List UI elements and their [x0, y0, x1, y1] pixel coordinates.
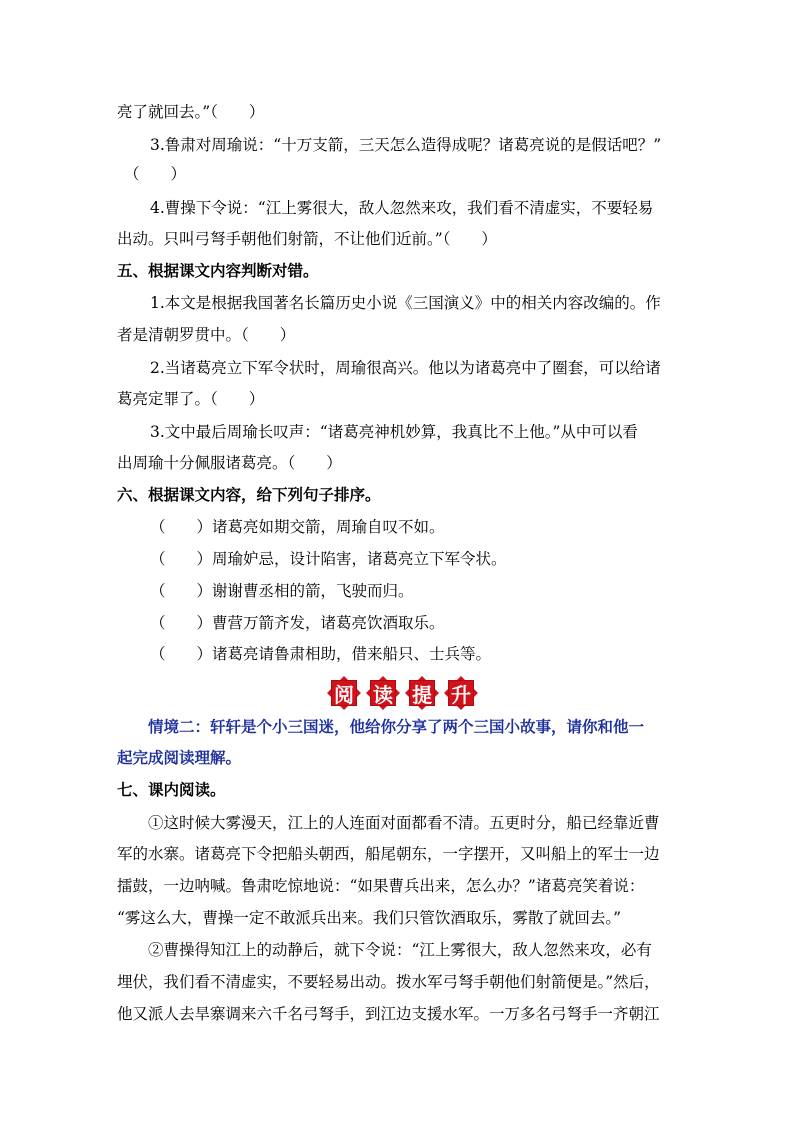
- passage-p1-line1: ①这时候大雾漫天，江上的人连面对面都看不清。五更时分，船已经靠近曹: [148, 814, 660, 832]
- q5-item-3-cont: 出周瑜十分佩服诸葛亮。（ ）: [117, 454, 342, 472]
- banner-char-4: 升: [444, 676, 478, 710]
- q5-item-2: 2.当诸葛亮立下军令状时，周瑜很高兴。他以为诸葛亮中了圈套，可以给诸: [150, 359, 661, 377]
- scenario-prompt: 情境二：轩轩是个小三国迷，他给你分享了两个三国小故事，请你和他一: [148, 717, 645, 736]
- banner-char-3: 提: [405, 676, 439, 710]
- passage-p2-line1: ②曹操得知江上的动静后，就下令说：“江上雾很大，敌人忽然来攻，必有: [148, 941, 652, 959]
- scenario-prompt-cont: 起完成阅读理解。: [117, 748, 242, 767]
- q4-item-3: 3.鲁肃对周瑜说：“十万支箭，三天怎么造得成呢？诸葛亮说的是假话吧？”: [150, 136, 662, 154]
- passage-p1-line4: “雾这么大，曹操一定不敢派兵出来。我们只管饮酒取乐，雾散了就回去。”: [117, 909, 622, 927]
- q4-3-tail: 亮了就回去。”（ ）: [117, 103, 265, 121]
- q4-item-4-cont: 出动。只叫弓弩手朝他们射箭，不让他们近前。”（ ）: [117, 230, 497, 248]
- passage-p2-line2: 埋伏，我们看不清虚实，不要轻易出动。拨水军弓弩手朝他们射箭便是。”然后，: [117, 973, 660, 991]
- passage-p1-line3: 擂鼓，一边呐喊。鲁肃吃惊地说：“如果曹兵出来，怎么办？”诸葛亮笑着说：: [117, 877, 645, 895]
- q4-item-3-blank: （ ）: [124, 165, 187, 183]
- q6-item-3: （ ）谢谢曹丞相的箭，飞驶而归。: [150, 582, 414, 600]
- section-7-heading: 七、课内阅读。: [117, 780, 226, 799]
- q5-item-1-cont: 者是清朝罗贯中。（ ）: [117, 326, 296, 344]
- q6-item-1: （ ）诸葛亮如期交箭，周瑜自叹不如。: [150, 518, 445, 536]
- passage-p2-line3: 他又派人去旱寨调来六千名弓弩手，到江边支援水军。一万多名弓弩手一齐朝江: [117, 1005, 660, 1023]
- q6-item-2: （ ）周瑜妒忌，设计陷害，诸葛亮立下军令状。: [150, 550, 507, 568]
- reading-banner: [327, 676, 478, 710]
- section-6-heading: 六、根据课文内容，给下列句子排序。: [117, 485, 381, 504]
- q5-item-3: 3.文中最后周瑜长叹声：“诸葛亮神机妙算，我真比不上他。”从中可以看: [150, 423, 638, 441]
- section-5-heading: 五、根据课文内容判断对错。: [117, 261, 319, 280]
- banner-char-1: 阅: [327, 676, 361, 710]
- passage-p1-line2: 军的水寨。诸葛亮下令把船头朝西，船尾朝东，一字摆开，又叫船上的军士一边: [117, 845, 660, 863]
- banner-char-2: 读: [366, 676, 400, 710]
- q4-item-4: 4.曹操下令说：“江上雾很大，敌人忽然来攻，我们看不清虚实，不要轻易: [150, 199, 654, 217]
- q5-item-2-cont: 葛亮定罪了。（ ）: [117, 390, 265, 408]
- q5-item-1: 1.本文是根据我国著名长篇历史小说《三国演义》中的相关内容改编的。作: [150, 294, 661, 312]
- q6-item-4: （ ）曹营万箭齐发，诸葛亮饮酒取乐。: [150, 614, 445, 632]
- q6-item-5: （ ）诸葛亮请鲁肃相助，借来船只、士兵等。: [150, 645, 492, 663]
